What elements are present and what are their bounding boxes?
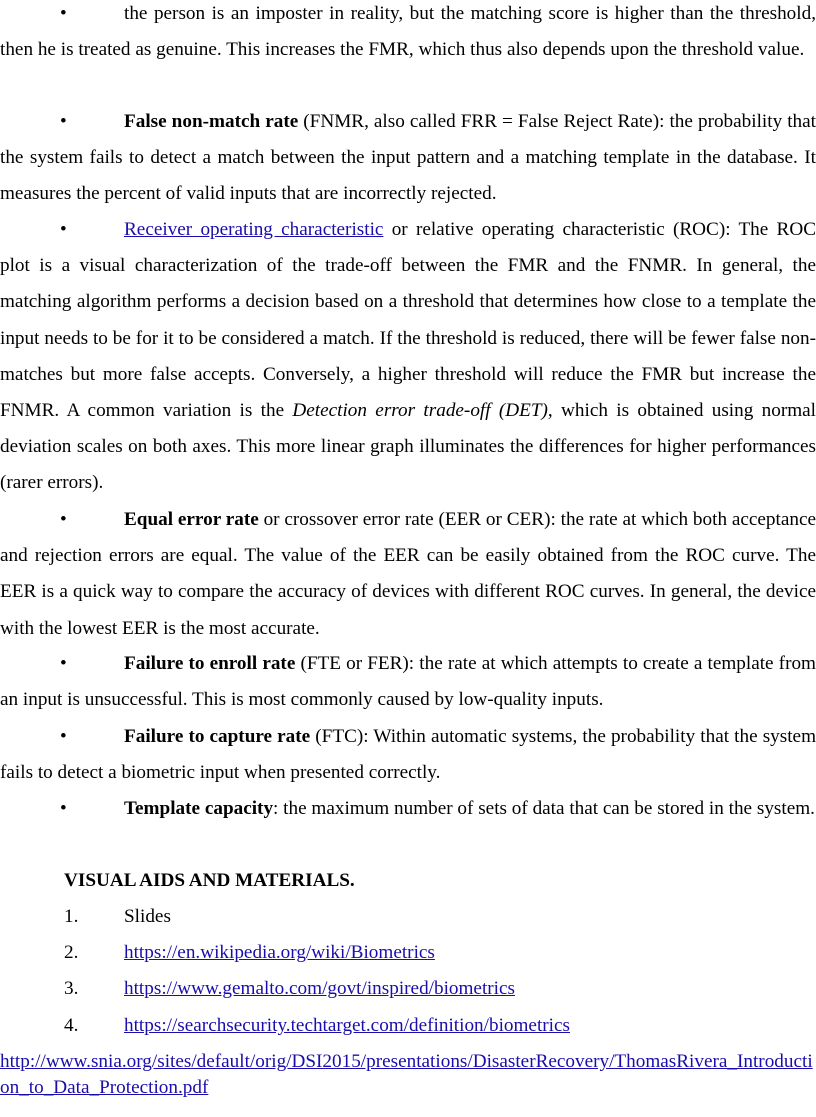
paragraph-text: : the maximum number of sets of data that can be stored in the system.: [273, 798, 815, 819]
bullet-marker: •: [60, 798, 67, 819]
list-item-number: 4.: [64, 1015, 79, 1036]
link-snia-data-protection[interactable]: http://www.snia.org/sites/default/orig/DSI2015/presentations/DisasterRecovery/ThomasRivera_Introduction_to_Data_Protection.pdf: [0, 1051, 813, 1098]
bullet-marker: •: [60, 726, 67, 747]
visual-aids-heading: VISUAL AIDS AND MATERIALS.: [64, 870, 355, 891]
paragraph-roc: [0, 212, 816, 502]
term-eer: Equal error rate: [124, 509, 259, 530]
bullet-marker: •: [60, 3, 67, 24]
paragraph-text: , which is obtained using normal deviation scales on both axes. This more linear graph illuminates the differences for higher performances (rarer errors).: [0, 400, 816, 494]
link-roc[interactable]: Receiver operating characteristic: [124, 219, 384, 240]
paragraph-text: (FNMR, also called FRR = False Reject Rate): the probability that the system fails to detect a match between the input pattern and a matching template in the database. It measures the percent of valid inputs that are incorrectly rejected.: [0, 111, 816, 205]
paragraph-fte: [0, 646, 816, 718]
paragraph-text: the person is an imposter in reality, but the matching score is higher than the threshold, then he is treated as genuine. This increases the FMR, which thus also depends upon the threshold value.: [0, 3, 816, 61]
link-gemalto-biometrics[interactable]: https://www.gemalto.com/govt/inspired/biometrics: [124, 978, 515, 999]
paragraph-fmr-continuation: [0, 0, 816, 68]
paragraph-fnmr: [0, 104, 816, 213]
paragraph-template-capacity: [0, 791, 816, 827]
term-det: Detection error trade-off (DET): [292, 400, 548, 422]
term-template-capacity: Template capacity: [124, 798, 274, 819]
list-item-number: 1.: [64, 906, 79, 927]
paragraph-ftc: [0, 719, 816, 791]
list-item-slides: Slides: [124, 906, 171, 927]
paragraph-text: or relative operating characteristic (ROC): The ROC plot is a visual characterization of the trade-off between the FMR and the FNMR. In general, the matching algorithm performs a decision based on a threshold that determines how close to a template the input needs to be for it to be considered a match. If the threshold is reduced, there will be fewer false non-matches but more false accepts. Conversely, a higher threshold will reduce the FMR but increase the FNMR. A common variation is the: [0, 219, 816, 422]
list-item-number: 2.: [64, 942, 79, 963]
paragraph-eer: [0, 502, 816, 647]
list-item-number: 3.: [64, 978, 79, 999]
term-ftc: Failure to capture rate: [124, 726, 311, 747]
paragraph-text: (FTC): Within automatic systems, the probability that the system fails to detect a biometric input when presented correctly.: [0, 726, 816, 784]
term-fte: Failure to enroll rate: [124, 653, 296, 674]
link-techtarget-biometrics[interactable]: https://searchsecurity.techtarget.com/definition/biometrics: [124, 1015, 570, 1036]
bullet-marker: •: [60, 509, 67, 530]
term-fnmr: False non-match rate: [124, 111, 299, 132]
paragraph-text: or crossover error rate (EER or CER): the rate at which both acceptance and rejection errors are equal. The value of the EER can be easily obtained from the ROC curve. The EER is a quick way to compare the accuracy of devices with different ROC curves. In general, the device with the lowest EER is the most accurate.: [0, 509, 816, 639]
bullet-marker: •: [60, 653, 67, 674]
paragraph-text: (FTE or FER): the rate at which attempts to create a template from an input is unsuccessful. This is most commonly caused by low-quality inputs.: [0, 653, 816, 711]
bullet-marker: •: [60, 219, 67, 240]
bullet-marker: •: [60, 111, 67, 132]
link-wikipedia-biometrics[interactable]: https://en.wikipedia.org/wiki/Biometrics: [124, 942, 435, 963]
